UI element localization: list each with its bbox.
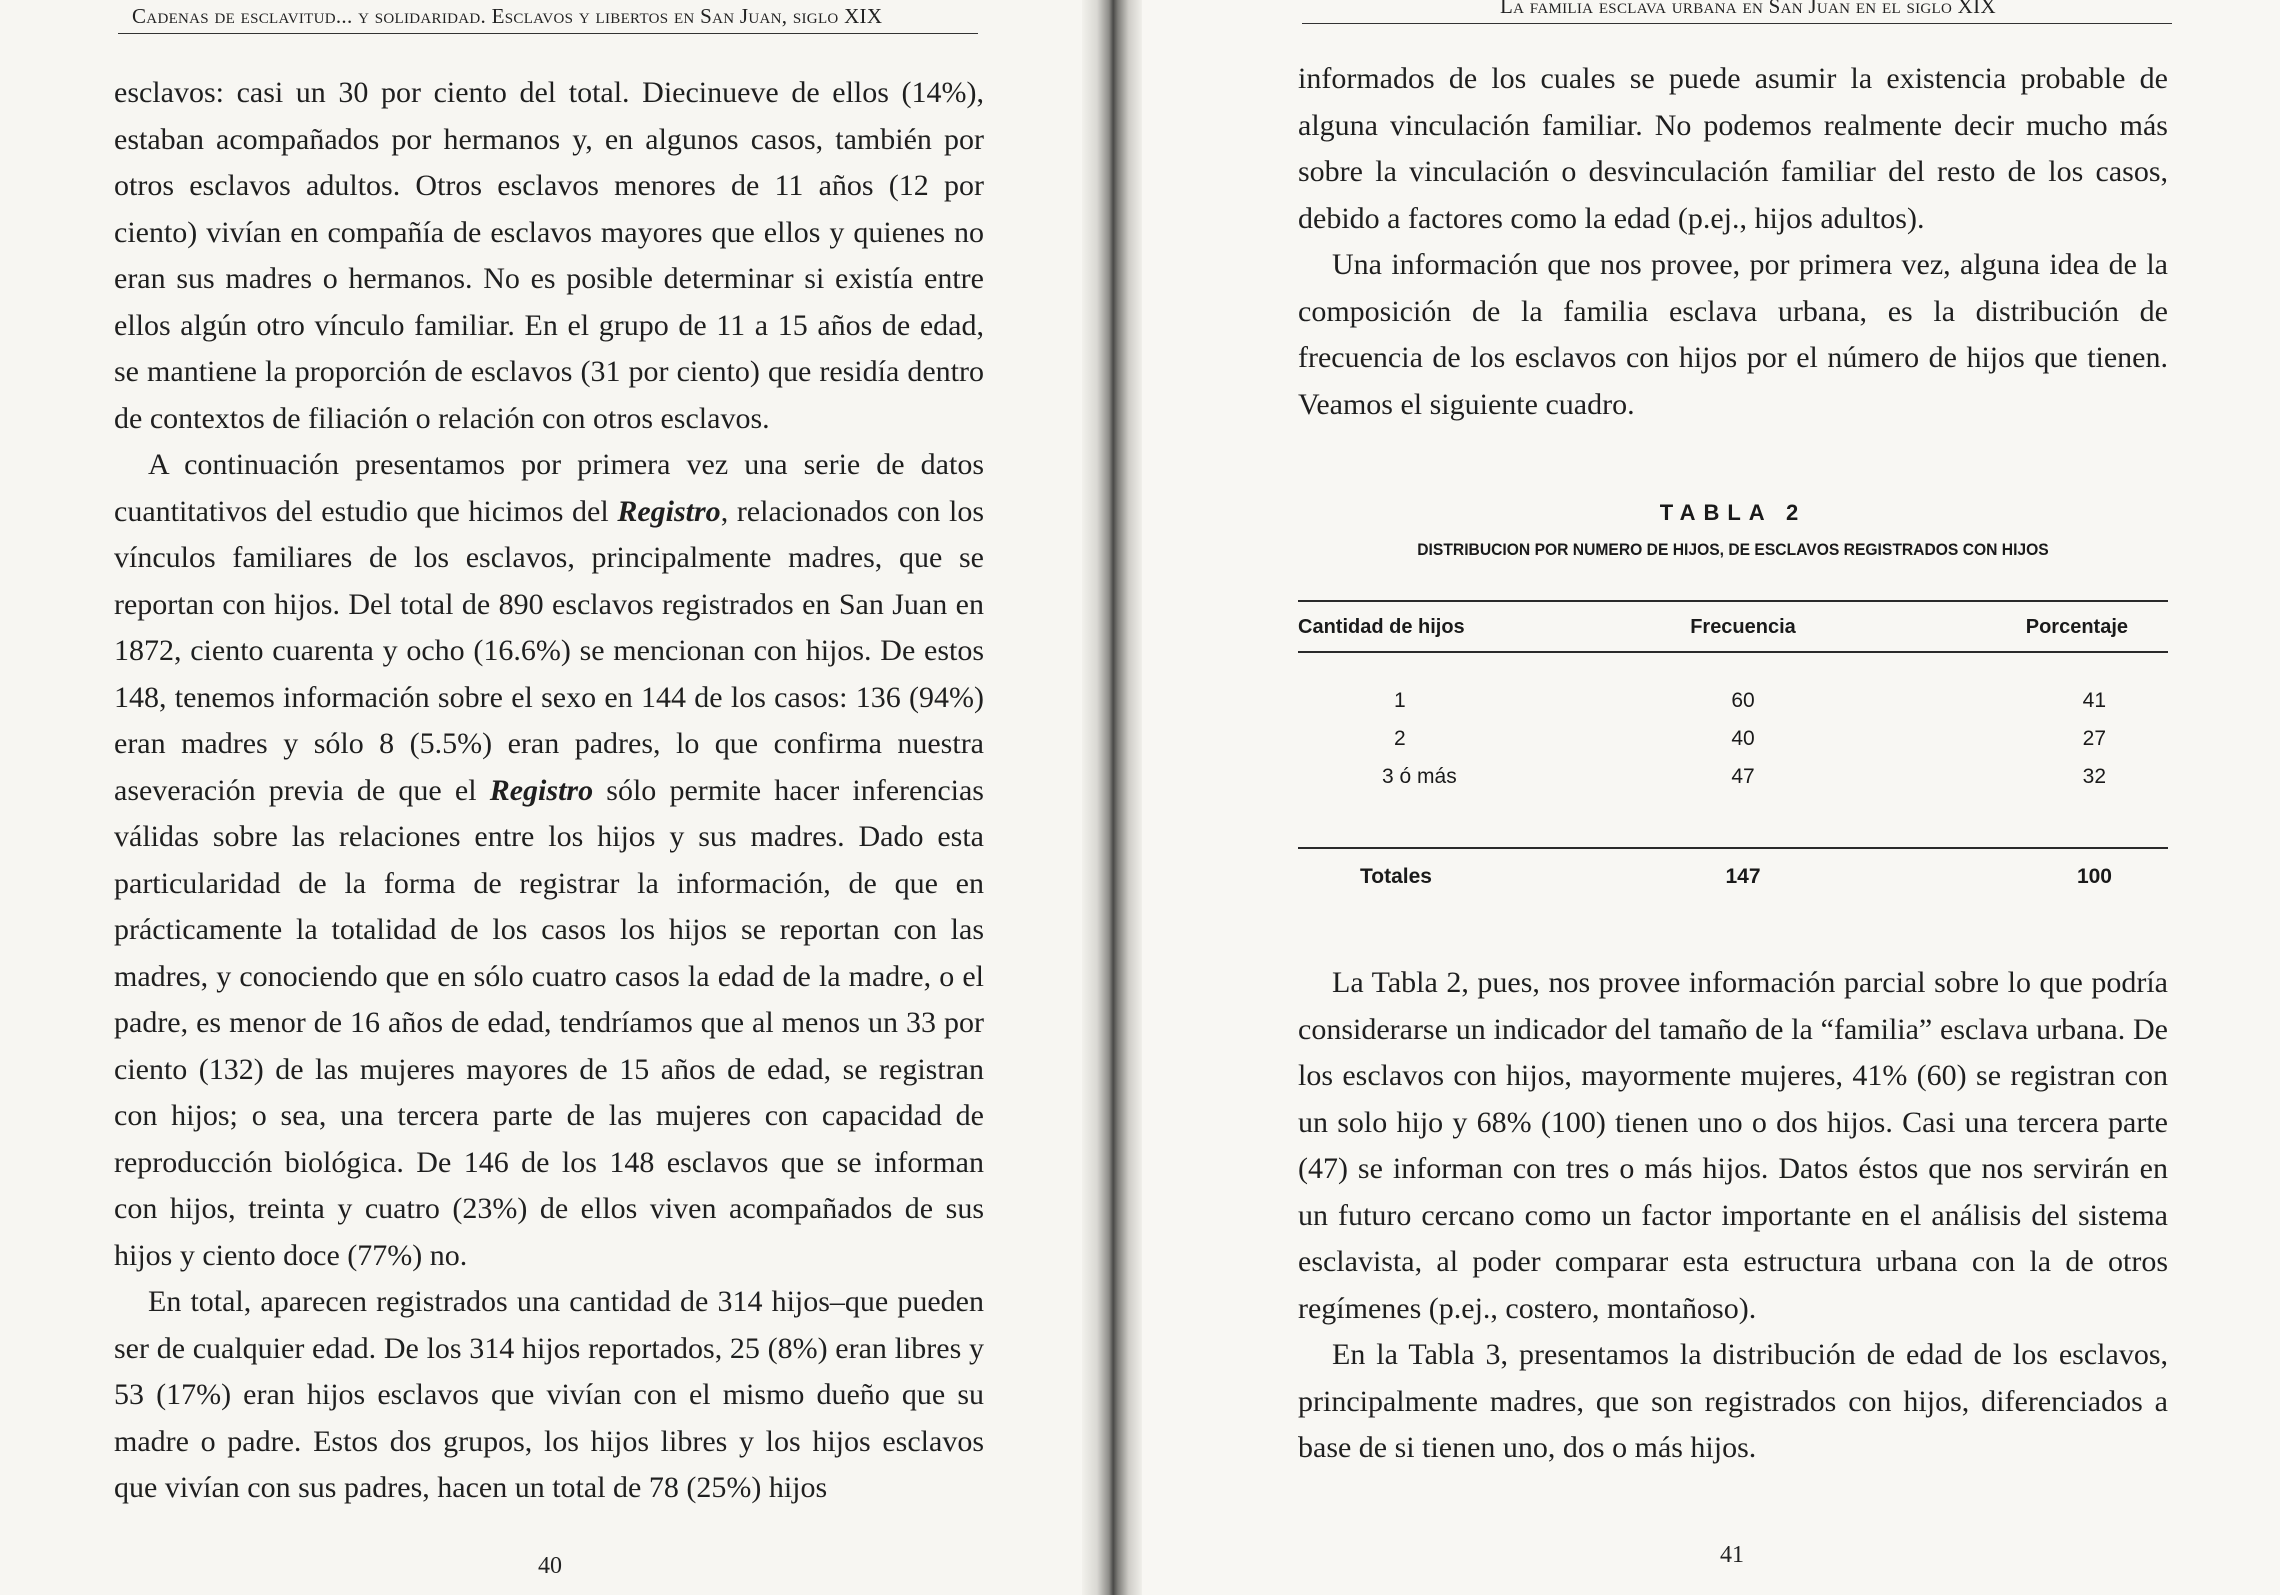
left-body-text bbox=[114, 70, 984, 1512]
right-running-head: La familia esclava urbana en San Juan en el siglo XIX bbox=[1500, 0, 1996, 18]
left-paragraph-3: En total, aparecen registrados una cantidad de 314 hijos–que pueden ser de cualquier edad. De los 314 hijos reportados, 25 (8%) eran libres y 53 (17%) eran hijos esclavos que vivían con el mismo dueño que su madre o padre. Estos dos grupos, los hijos libres y los hijos esclavos que vivían con sus padres, hacen un total de 78 (25%) hijos bbox=[114, 1285, 984, 1504]
cell-frecuencia: 47 bbox=[1731, 765, 1755, 788]
table-row bbox=[1298, 689, 2168, 727]
right-body-text-bottom bbox=[1298, 960, 2168, 1472]
header-frecuencia: Frecuencia bbox=[1690, 616, 1796, 638]
right-paragraph-3: La Tabla 2, pues, nos provee información parcial sobre lo que podría considerarse un indicador del tamaño de la “familia” esclava urbana. De los esclavos con hijos, mayormente mujeres, 41% (60) se registran con un solo hijo y 68% (100) tienen uno o dos hijos. Casi una tercera parte (47) se informan con tres o más hijos. Datos éstos que nos servirán en un futuro cercano como un factor importante en el análisis del sistema esclavista, al poder comparar esta estructura urbana con la de otros regímenes (p.ej., costero, montañoso). bbox=[1298, 966, 2168, 1325]
cell-porcentaje: 27 bbox=[2082, 727, 2106, 750]
table-total-row bbox=[1298, 849, 2168, 889]
right-paragraph-2: Una información que nos provee, por primera vez, alguna idea de la composición de la familia esclava urbana, es la distribución de frecuencia de los esclavos con hijos por el número de hijos que tienen. Veamos el siguiente cuadro. bbox=[1298, 248, 2168, 421]
cell-frecuencia: 40 bbox=[1731, 727, 1755, 750]
table-row bbox=[1298, 765, 2168, 803]
right-paragraph-1: informados de los cuales se puede asumir la existencia probable de alguna vinculación familiar. No podemos realmente decir mucho más sobre la vinculación o desvinculación familiar del resto de los casos, debido a factores como la edad (p.ej., hijos adultos). bbox=[1298, 62, 2168, 235]
cell-cantidad: 1 bbox=[1394, 689, 1406, 712]
book-gutter bbox=[1082, 0, 1142, 1595]
header-porcentaje: Porcentaje bbox=[2025, 616, 2128, 638]
table-2 bbox=[1298, 500, 2168, 889]
cell-porcentaje: 41 bbox=[2082, 689, 2106, 712]
cell-frecuencia: 60 bbox=[1731, 689, 1755, 712]
left-running-head: Cadenas de esclavitud... y solidaridad. Esclavos y libertos en San Juan, siglo XIX bbox=[132, 4, 883, 28]
left-head-rule bbox=[118, 33, 978, 34]
cell-totales-label: Totales bbox=[1360, 865, 1432, 888]
table-title: TABLA 2 bbox=[1659, 500, 1807, 525]
cell-totales-porcentaje: 100 bbox=[2076, 865, 2112, 888]
table-header-row bbox=[1298, 602, 2168, 651]
left-page-number: 40 bbox=[538, 1553, 562, 1579]
right-page-number: 41 bbox=[1720, 1542, 1744, 1568]
right-body-text-top bbox=[1298, 56, 2168, 428]
emphasis-registro: Registro bbox=[489, 773, 594, 807]
right-head-rule bbox=[1302, 23, 2172, 24]
emphasis-registro: Registro bbox=[617, 494, 721, 528]
table-row bbox=[1298, 727, 2168, 765]
left-paragraph-1: esclavos: casi un 30 por ciento del total. Diecinueve de ellos (14%), estaban acompañados por hermanos y, en algunos casos, también por otros esclavos adultos. Otros esclavos menores de 11 años (12 por ciento) vivían en compañía de esclavos mayores que ellos y quienes no eran sus madres o hermanos. No es posible determinar si existía entre ellos algún otro vínculo familiar. En el grupo de 11 a 15 años de edad, se mantiene la proporción de esclavos (31 por ciento) que residía dentro de contextos de filiación o relación con otros esclavos. bbox=[114, 76, 984, 435]
cell-porcentaje: 32 bbox=[2082, 765, 2106, 788]
left-paragraph-2: A continuación presentamos por primera vez una serie de datos cuantitativos del estudio que hicimos del Registro, relacionados con los vínculos familiares de los esclavos, principalmente madres, que se reportan con hijos. Del total de 890 esclavos registrados en San Juan en 1872, ciento cuarenta y ocho (16.6%) se mencionan con hijos. De estos 148, tenemos información sobre el sexo en 144 de los casos: 136 (94%) eran madres y sólo 8 (5.5%) eran padres, lo que confirma nuestra aseveración previa de que el Registro sólo permite hacer inferencias válidas sobre las relaciones entre los hijos y sus madres. Dado esta particularidad de la forma de registrar la información, de que en prácticamente la totalidad de los casos los hijos se reportan con las madres, y conociendo que en sólo cuatro casos la edad de la madre, o el padre, es menor de 16 años de edad, tendríamos que al menos un 33 por ciento (132) de las mujeres mayores de 15 años de edad, se registran con hijos; o sea, una tercera parte de las mujeres con capacidad de reproducción biológica. De 146 de los 148 esclavos que se informan con hijos, treinta y cuatro (23%) de ellos viven acompañados de sus hijos y ciento doce (77%) no. bbox=[114, 448, 984, 1272]
table-subtitle: DISTRIBUCION POR NUMERO DE HIJOS, DE ESCLAVOS REGISTRADOS CON HIJOS bbox=[1417, 540, 2049, 559]
cell-cantidad: 2 bbox=[1394, 727, 1406, 750]
right-paragraph-4: En la Tabla 3, presentamos la distribución de edad de los esclavos, principalmente madres, que son registrados con hijos, diferenciados a base de si tienen uno, dos o más hijos. bbox=[1298, 1338, 2168, 1464]
header-cantidad: Cantidad de hijos bbox=[1298, 616, 1465, 638]
cell-totales-frecuencia: 147 bbox=[1725, 865, 1761, 888]
cell-cantidad: 3 ó más bbox=[1382, 765, 1457, 788]
